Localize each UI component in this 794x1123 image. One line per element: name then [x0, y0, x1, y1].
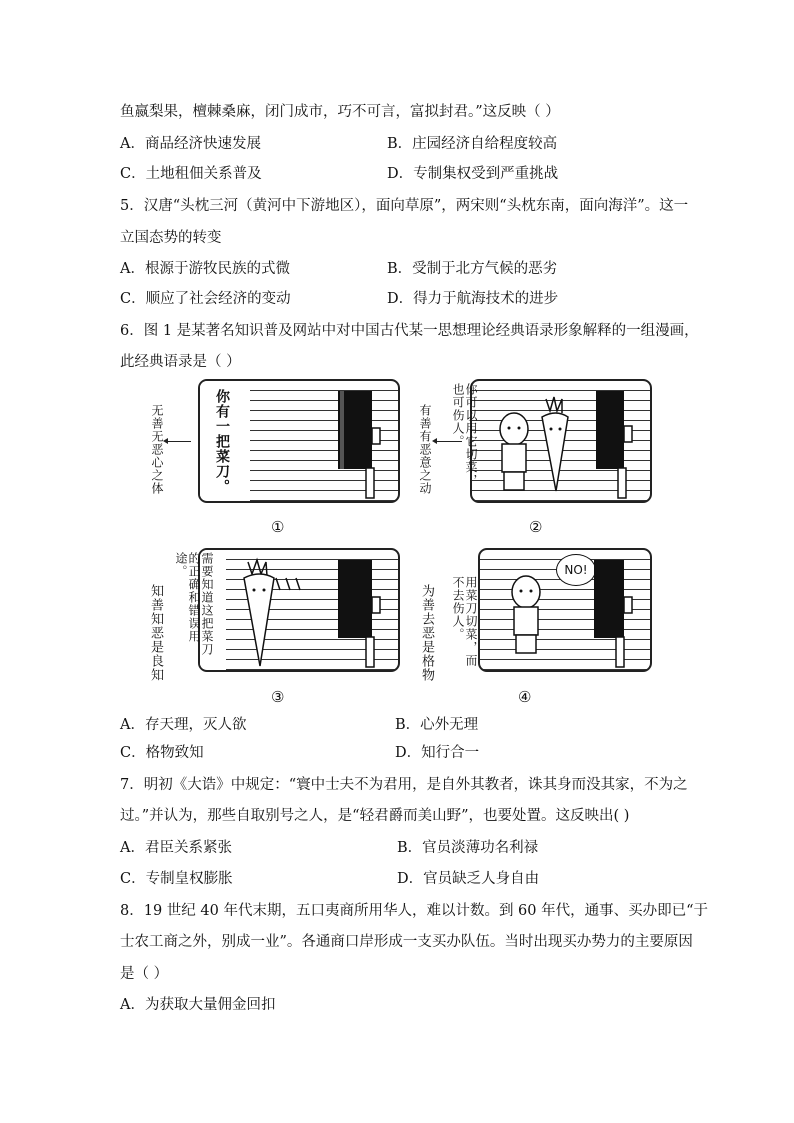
q5-option-d: D．得力于航海技术的进步: [387, 291, 559, 307]
panel4-number: ④: [518, 688, 532, 706]
panel4-speech-text: 用菜刀切菜，而不去伤人。: [451, 576, 478, 667]
comic-panel-1: [198, 379, 400, 503]
panel2-side-text: 有善有恶意之动: [418, 404, 432, 495]
q4-option-b: B．庄园经济自给程度较高: [387, 136, 558, 152]
q7-text-line2: 过。”并认为，那些自取别号之人，是“轻君爵而美山野”，也要处置。这反映出( ): [120, 808, 630, 824]
cleaver-icon: [330, 555, 400, 672]
panel2-speech-text: 你可以用它切菜，也可伤人。: [451, 383, 478, 487]
panel3-number: ③: [271, 688, 285, 706]
comic-panel-3: [198, 548, 400, 672]
q5-text-line1: 5．汉唐“头枕三河（黄河中下游地区），面向草原”，两宋则“头枕东南，面向海洋”。这一: [120, 198, 689, 214]
radish-icon: [230, 556, 310, 672]
panel3-speech-text: 需要知道这把菜刀的正确和错误用途。: [174, 552, 214, 656]
cleaver-icon: [590, 386, 650, 503]
q8-text-line1: 8．19 世纪 40 年代末期，五口夷商所用华人，难以计数。到 60 年代，通事、买办即已“于: [120, 903, 709, 919]
q4-option-a: A．商品经济快速发展: [120, 136, 261, 152]
q8-text-line2: 士农工商之外，别成一业”。各通商口岸形成一支买办队伍。当时出现买办势力的主要原因: [120, 934, 693, 950]
panel4-side-text: 为善去恶是格物: [419, 584, 434, 682]
boy-icon: [508, 574, 548, 664]
q7-option-a: A．君臣关系紧张: [120, 840, 232, 856]
cleaver-icon: [330, 386, 400, 503]
panel1-speech-text: 你有一把菜刀。: [214, 389, 230, 494]
panel1-side-text: 无善无恶心之体: [150, 404, 164, 495]
q6-option-c: C．格物致知: [120, 745, 204, 761]
q5-text-line2: 立国态势的转变: [120, 230, 222, 246]
panel1-number: ①: [271, 518, 285, 536]
q7-option-d: D．官员缺乏人身自由: [397, 871, 540, 887]
panel2-number: ②: [529, 518, 543, 536]
q6-option-a: A．存天理，灭人欲: [120, 717, 247, 733]
q8-text-line3: 是（ ）: [120, 966, 169, 982]
panel3-side-text: 知善知恶是良知: [148, 584, 163, 682]
q6-option-b: B．心外无理: [395, 717, 479, 733]
boy-icon: [496, 411, 536, 501]
q6-text-line2: 此经典语录是（ ）: [120, 354, 241, 370]
q6-option-d: D．知行合一: [395, 745, 480, 761]
panel1-arrow: [167, 441, 191, 442]
q4-text-tail: 鱼嬴梨果，檀棘桑麻，闭门成市，巧不可言，富拟封君。”这反映（ ）: [120, 104, 560, 120]
q4-option-d: D．专制集权受到严重挑战: [387, 166, 559, 182]
q7-option-c: C．专制皇权膨胀: [120, 871, 233, 887]
q6-text-line1: 6．图 1 是某著名知识普及网站中对中国古代某一思想理论经典语录形象解释的一组漫画，: [120, 323, 699, 339]
q4-option-c: C．土地租佃关系普及: [120, 166, 262, 182]
no-speech-bubble: NO!: [556, 554, 596, 586]
radish-icon: [536, 395, 576, 495]
q5-option-c: C．顺应了社会经济的变动: [120, 291, 291, 307]
q7-text-line1: 7．明初《大诰》中规定：“寰中士夫不为君用，是自外其教者，诛其身而没其家，不为之: [120, 777, 688, 793]
cleaver-icon: [588, 555, 648, 672]
q5-option-b: B．受制于北方气候的恶劣: [387, 261, 558, 277]
q7-option-b: B．官员淡薄功名利禄: [397, 840, 539, 856]
comic-panel-4: [478, 548, 652, 672]
q5-option-a: A．根源于游牧民族的式微: [120, 261, 290, 277]
q8-option-a: A．为获取大量佣金回扣: [120, 997, 276, 1013]
comic-panel-2: [470, 379, 652, 503]
